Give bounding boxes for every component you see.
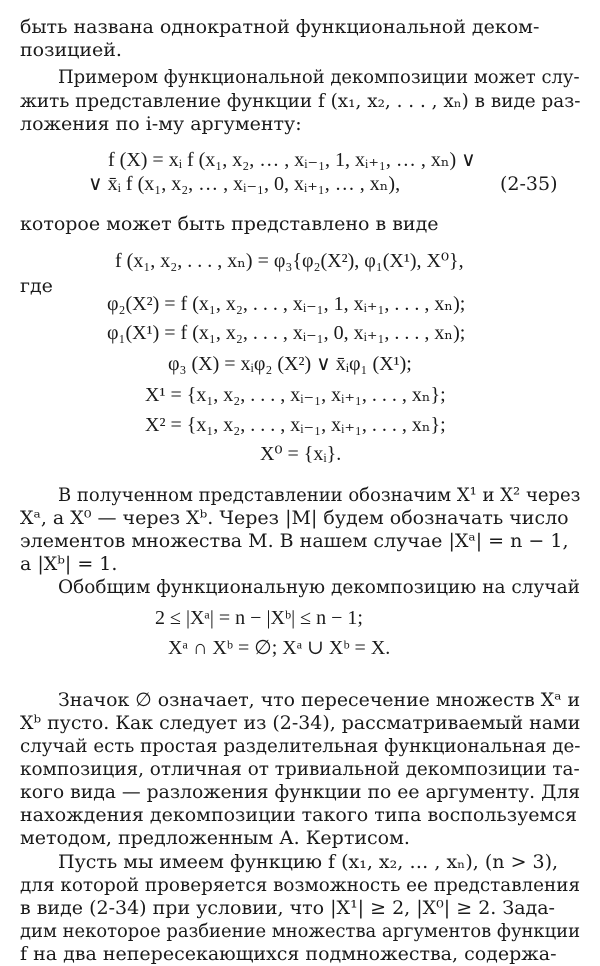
equation-line: φ₃ (X) = xᵢφ₂ (X²) ∨ x̄ᵢφ₁ (X¹); — [168, 353, 412, 375]
text-line: которое может быть представлено в виде — [20, 213, 439, 235]
text-line: f на два непересекающихся подмножества, содержа- — [20, 943, 557, 965]
equation-line: 2 ≤ |Xᵃ| = n − |Xᵇ| ≤ n − 1; — [155, 607, 363, 629]
equation-number: (2-35) — [500, 173, 558, 195]
text-line: Пусть мы имеем функцию f (x₁, x₂, … , xₙ), (n > 3), — [58, 851, 559, 873]
text-line: элементов множества M. В нашем случае |Xᵃ| = n − 1, — [20, 530, 569, 552]
text-line: для которой проверяется возможность ее представления — [20, 874, 581, 896]
equation-line: X¹ = {x₁, x₂, . . . , xᵢ₋₁, xᵢ₊₁, . . . , xₙ}; — [145, 384, 446, 406]
text-line: методом, предложенным А. Кертисом. — [20, 827, 410, 849]
equation-line: X⁰ = {xᵢ}. — [260, 443, 342, 465]
text-line: случай есть простая разделительная функциональная де- — [20, 735, 581, 757]
text-line: Примером функциональной декомпозиции может слу- — [58, 66, 580, 88]
text-line: композиция, отличная от тривиальной декомпозиции та- — [20, 758, 580, 780]
text-line: где — [20, 275, 53, 297]
text-line: В полученном представлении обозначим X¹ и X² через — [58, 484, 581, 506]
equation-line: f (X) = xᵢ f (x₁, x₂, … , xᵢ₋₁, 1, xᵢ₊₁, … , xₙ) ∨ — [108, 149, 476, 171]
equation-line: X² = {x₁, x₂, . . . , xᵢ₋₁, xᵢ₊₁, . . . , xₙ}; — [145, 414, 446, 436]
text-line: ложения по i-му аргументу: — [20, 113, 302, 135]
text-line: Обобщим функциональную декомпозицию на случай — [58, 576, 580, 598]
text-line: Xᵇ пусто. Как следует из (2-34), рассматриваемый нами — [20, 712, 581, 734]
text-line: позицией. — [20, 39, 122, 61]
text-line: Значок ∅ означает, что пересечение множеств Xᵃ и — [58, 689, 581, 711]
equation-line: φ₁(X¹) = f (x₁, x₂, . . . , xᵢ₋₁, 0, xᵢ₊₁, . . . , xₙ); — [107, 322, 466, 344]
equation-line: f (x₁, x₂, . . . , xₙ) = φ₃{φ₂(X²), φ₁(X¹), X⁰}, — [115, 250, 464, 272]
text-line: жить представление функции f (x₁, x₂, . . . , xₙ) в виде раз- — [20, 90, 581, 112]
text-line: Xᵃ, а X⁰ — через Xᵇ. Через |M| будем обозначать число — [20, 507, 569, 529]
text-line: дим некоторое разбиение множества аргументов функции — [20, 920, 581, 942]
equation-line: ∨ x̄ᵢ f (x₁, x₂, … , xᵢ₋₁, 0, xᵢ₊₁, … , xₙ), — [88, 173, 401, 195]
text-line: а |Xᵇ| = 1. — [20, 553, 118, 575]
equation-line: Xᵃ ∩ Xᵇ = ∅; Xᵃ ∪ Xᵇ = X. — [168, 637, 391, 659]
text-line: кого вида — разложения функции по ее аргументу. Для — [20, 781, 581, 803]
text-line: быть названа однократной функциональной деком- — [20, 16, 540, 38]
equation-line: φ₂(X²) = f (x₁, x₂, . . . , xᵢ₋₁, 1, xᵢ₊₁, . . . , xₙ); — [107, 293, 466, 315]
text-line: нахождения декомпозиции такого типа воспользуемся — [20, 804, 577, 826]
text-line: в виде (2-34) при условии, что |X¹| ≥ 2, |X⁰| ≥ 2. Зада- — [20, 897, 555, 919]
